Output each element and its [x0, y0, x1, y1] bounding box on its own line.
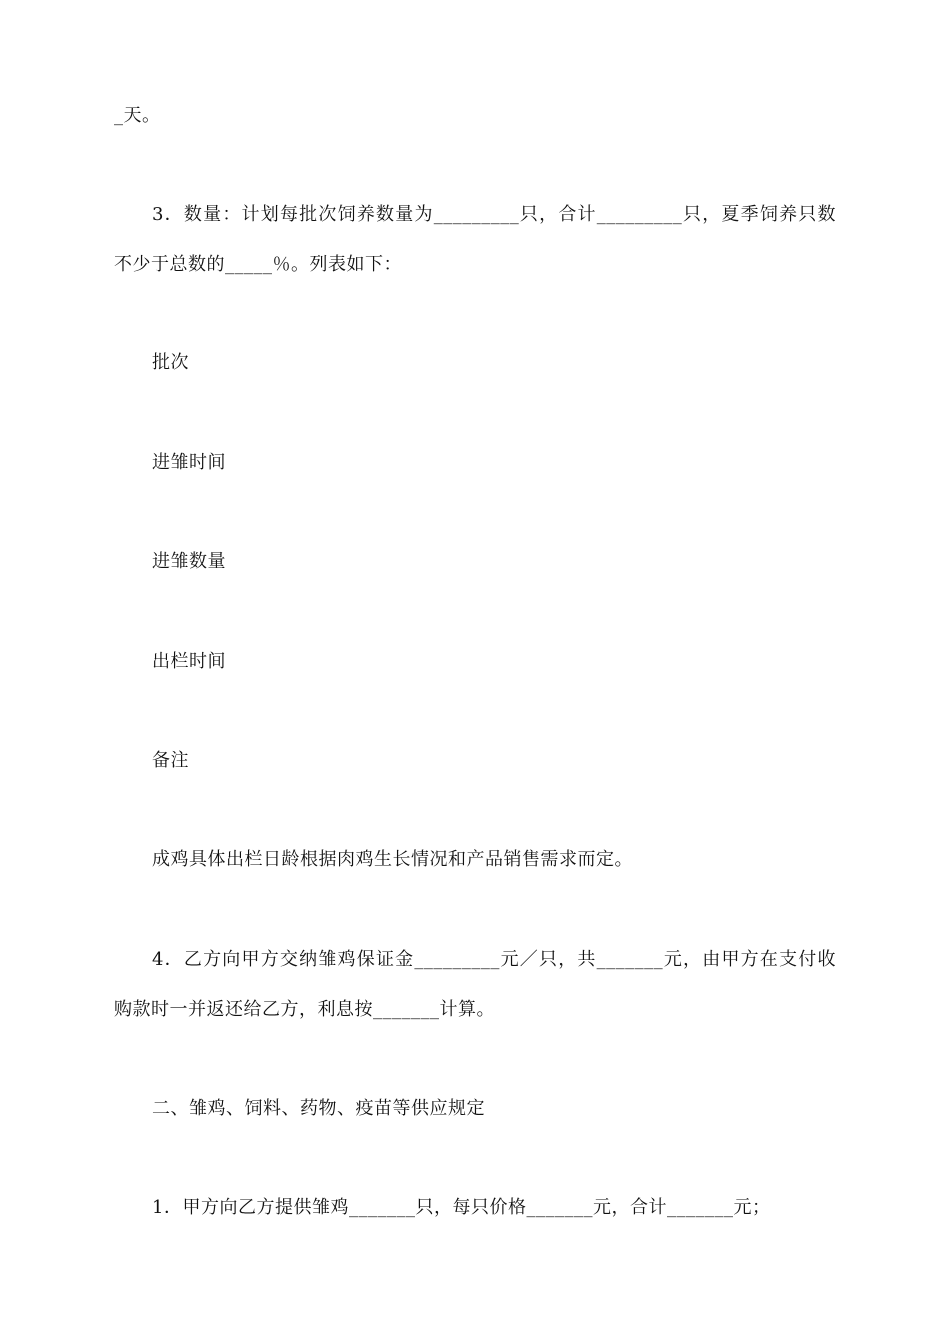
text-line-quantity-clause: 3．数量：计划每批次饲养数量为_________只，合计_________只，夏季饲养只数 [152, 204, 836, 225]
text-line-days: _天。 [114, 105, 161, 126]
text-line-chick-supply-clause: 1．甲方向乙方提供雏鸡_______只，每只价格_______元，合计_______元； [152, 1197, 771, 1218]
section-heading-supply-rules: 二、雏鸡、饲料、药物、疫苗等供应规定 [152, 1098, 485, 1119]
text-line-deposit-continuation: 购款时一并返还给乙方，利息按_______计算。 [114, 999, 495, 1020]
text-line-quantity-continuation: 不少于总数的_____％。列表如下： [114, 254, 402, 275]
text-line-deposit-clause: 4．乙方向甲方交纳雏鸡保证金_________元／只，共_______元，由甲方在支付收 [152, 949, 836, 970]
list-item-slaughter-time: 出栏时间 [152, 651, 226, 672]
list-item-batch: 批次 [152, 352, 189, 373]
text-line-slaughter-age-note: 成鸡具体出栏日龄根据肉鸡生长情况和产品销售需求而定。 [152, 849, 633, 870]
list-item-chick-arrival-quantity: 进雏数量 [152, 551, 226, 572]
list-item-chick-arrival-time: 进雏时间 [152, 452, 226, 473]
list-item-remarks: 备注 [152, 750, 189, 771]
